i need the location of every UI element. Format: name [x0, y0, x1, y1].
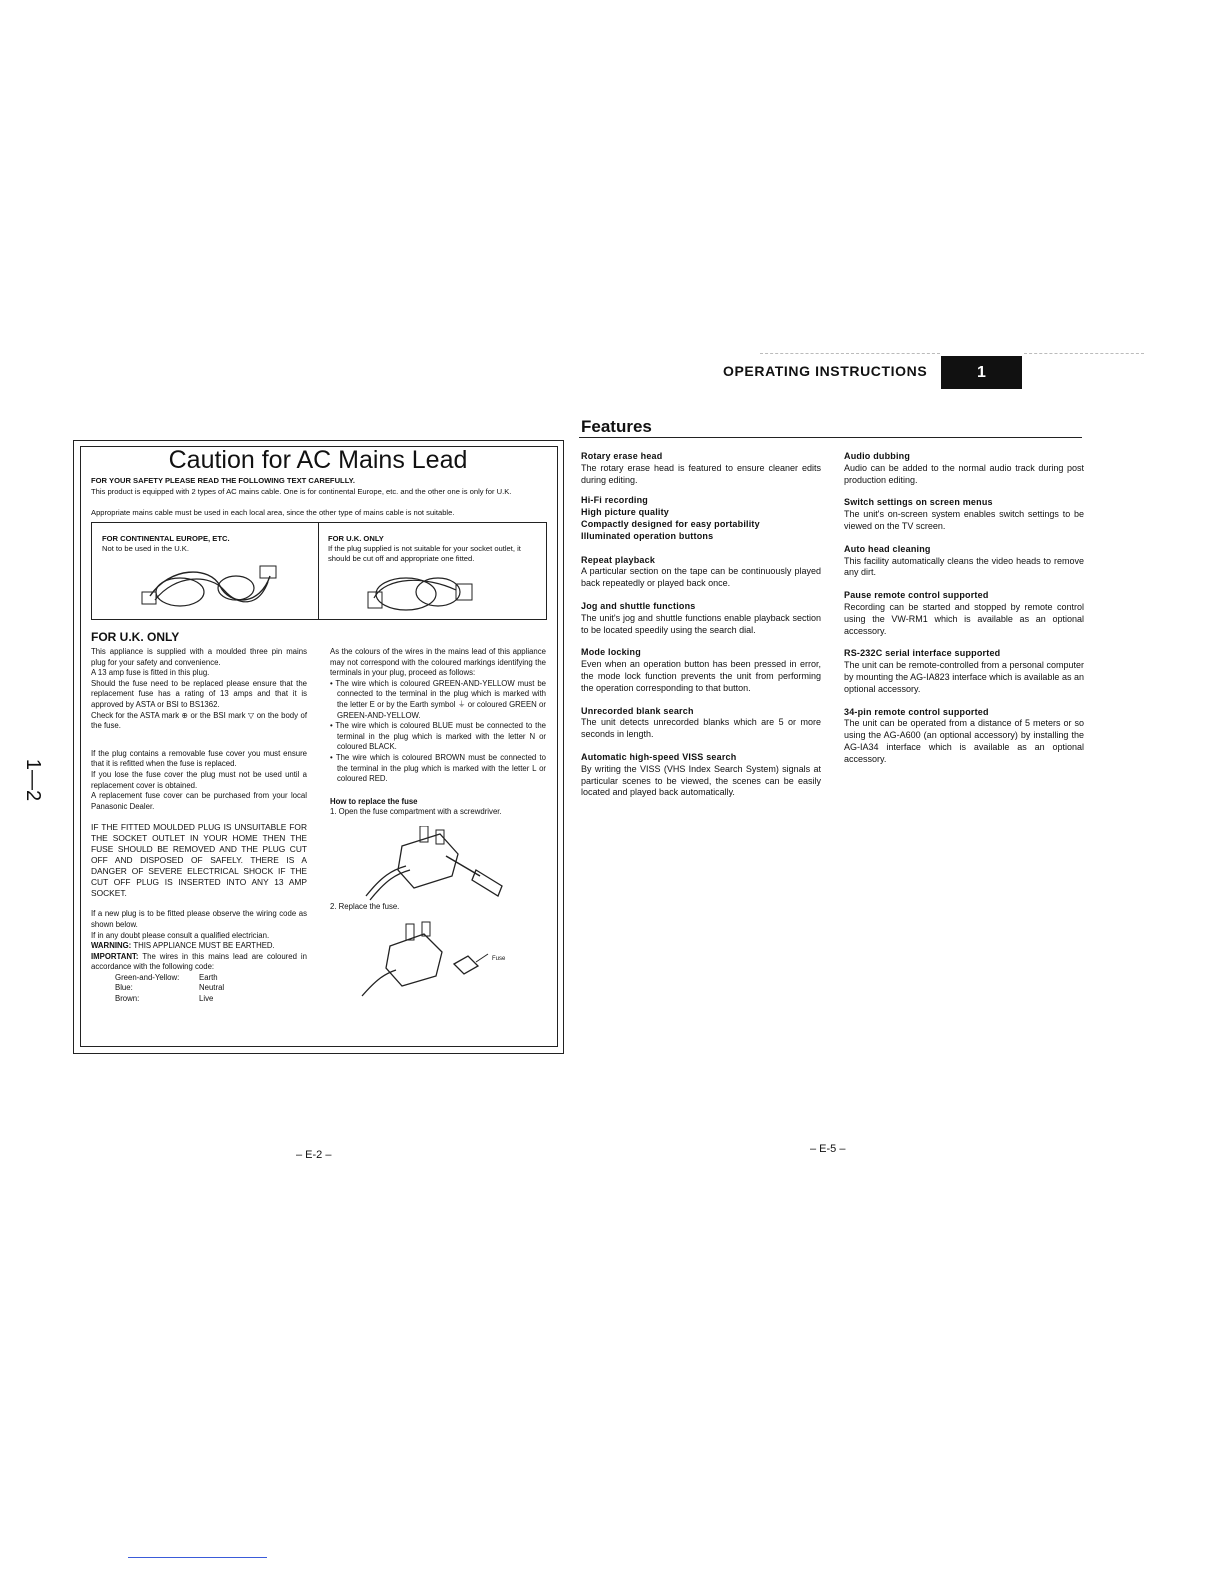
caution-intro-1: This product is equipped with 2 types of AC mains cable. One is for continental Europe, etc. and the other one is only for U.K.	[91, 487, 512, 496]
feature-text: The unit detects unrecorded blanks which are 5 or more seconds in length.	[581, 717, 821, 740]
important-label: IMPORTANT:	[91, 951, 139, 961]
uk-left-p8: If a new plug is to be fitted please observe the wiring code as shown below.	[91, 909, 307, 929]
feature-heading: 34-pin remote control supported	[844, 706, 989, 717]
feature-heading: Pause remote control supported	[844, 590, 989, 601]
feature-text: By writing the VISS (VHS Index Search System) signals at particular scenes to be viewed, the scenes can be easily located and played back automatically.	[581, 763, 821, 798]
header-rule-left	[760, 353, 940, 354]
warning-label: WARNING:	[91, 941, 132, 951]
feature-item	[581, 601, 821, 636]
feature-item	[581, 495, 821, 542]
feature-item	[844, 497, 1084, 532]
replace-fuse-illustration	[360, 920, 500, 1000]
feature-heading: Auto head cleaning	[844, 543, 931, 554]
feature-item	[844, 590, 1084, 637]
side-page-mark: 1—2	[22, 758, 44, 802]
uk-left-p6: If you lose the fuse cover the plug must not be used until a replacement cover is obtained.	[91, 769, 307, 790]
right-page-number: – E-5 –	[810, 1143, 846, 1155]
section-number-badge: 1	[941, 356, 1022, 389]
code-meaning: Earth	[199, 972, 218, 982]
code-colour: Green-and-Yellow:	[115, 972, 180, 982]
wiring-code-row	[115, 994, 224, 1005]
wire-bullet-list	[330, 679, 546, 785]
wire-bullet: • The wire which is coloured GREEN-AND-YELLOW must be connected to the terminal in the plug which is marked with the letter E or by the Earth symbol ⏚ or coloured GREEN or GREEN-AND-YELLOW.	[330, 678, 546, 720]
features-rule	[579, 437, 1082, 438]
feature-text: The unit's on-screen system enables switch settings to be viewed on the TV screen.	[844, 509, 1084, 531]
how-to-heading: How to replace the fuse	[330, 796, 418, 806]
uk-left-p5: If the plug contains a removable fuse cover you must ensure that it is refitted when the fuse is replaced.	[91, 748, 307, 769]
uk-left-p3: Should the fuse need to be replaced please ensure that the replacement fuse has a rating of 13 amps and that it is approved by ASTA or BSI to BS1362.	[91, 678, 307, 709]
bottom-link-rule	[128, 1557, 267, 1558]
feature-heading: Automatic high-speed VISS search	[581, 751, 737, 762]
feature-text: Audio can be added to the normal audio track during post production editing.	[844, 462, 1084, 485]
code-meaning: Neutral	[199, 983, 225, 993]
feature-item	[581, 752, 821, 799]
features-right-column	[844, 451, 1084, 777]
uk-section-heading: FOR U.K. ONLY	[91, 630, 180, 644]
uk-left-p2: A 13 amp fuse is fitted in this plug.	[91, 668, 210, 678]
fuse-label: Fuse	[492, 956, 506, 962]
feature-text: A particular section on the tape can be continuously played back repeatedly or played back once.	[581, 566, 821, 589]
feature-heading: Jog and shuttle functions	[581, 600, 696, 611]
wiring-code-table	[115, 973, 224, 1005]
feature-item	[844, 648, 1084, 695]
feature-heading: Switch settings on screen menus	[844, 497, 993, 508]
left-page-number: – E-2 –	[296, 1149, 332, 1161]
uk-box-heading: FOR U.K. ONLY	[328, 534, 384, 543]
feature-heading: Unrecorded blank search	[581, 705, 694, 716]
uk-left-warning-caps: IF THE FITTED MOULDED PLUG IS UNSUITABLE FOR THE SOCKET OUTLET IN YOUR HOME THEN THE FUSE SHOULD BE REMOVED AND THE PLUG CUT OFF AND DISPOSED OF SAFELY. THERE IS A DANGER OF SEVERE ELECTRICAL SHOCK IF THE CUT OFF PLUG IS INSERTED INTO ANY 13 AMP SOCKET.	[91, 822, 307, 899]
uk-right-p1: As the colours of the wires in the mains lead of this appliance may not correspond with the coloured markings identifying the terminals in your plug, proceed as follows:	[330, 647, 546, 678]
uk-left-p9: If in any doubt please consult a qualified electrician.	[91, 930, 270, 940]
section-label: OPERATING INSTRUCTIONS	[723, 363, 928, 379]
fuse-step-2: 2. Replace the fuse.	[330, 902, 400, 911]
important-text: The wires in this mains lead are coloured in accordance with the following code:	[91, 951, 308, 972]
feature-heading: RS-232C serial interface supported	[844, 648, 1001, 659]
screwdriver-plug-illustration	[362, 826, 512, 902]
feature-heading: Mode locking	[581, 647, 641, 658]
features-title: Features	[581, 417, 652, 436]
caution-title: Caution for AC Mains Lead	[168, 446, 468, 474]
feature-item	[844, 544, 1084, 579]
uk-left-important	[91, 952, 307, 973]
safety-heading: FOR YOUR SAFETY PLEASE READ THE FOLLOWING TEXT CAREFULLY.	[91, 476, 355, 485]
wiring-code-row	[115, 983, 224, 994]
table-divider	[318, 523, 319, 619]
feature-item	[844, 707, 1084, 766]
feature-item	[581, 451, 821, 486]
feature-heading: Repeat playback	[581, 554, 656, 565]
feature-item	[844, 451, 1084, 486]
continental-text: Not to be used in the U.K.	[102, 544, 189, 553]
fuse-step-1: 1. Open the fuse compartment with a screwdriver.	[330, 807, 502, 817]
caution-intro-2: Appropriate mains cable must be used in each local area, since the other type of mains cable is not suitable.	[91, 508, 455, 517]
feature-item	[581, 555, 821, 590]
code-meaning: Live	[199, 994, 214, 1004]
code-colour: Blue:	[115, 983, 133, 993]
feature-heading: Hi-Fi recording High picture quality Compactly designed for easy portability Illuminated operation buttons	[581, 495, 760, 541]
uk-left-p7: A replacement fuse cover can be purchased from your local Panasonic Dealer.	[91, 791, 307, 811]
feature-text: The unit's jog and shuttle functions enable playback section to be located speedily using the search dial.	[581, 612, 821, 635]
uk-cable-illustration	[366, 570, 476, 616]
uk-left-column	[91, 647, 307, 1005]
feature-text: The unit can be operated from a distance of 5 meters or so using the AG-A600 (an optional accessory) by installing the AG-IA34 interface which is available as an optional accessory.	[844, 718, 1084, 764]
code-colour: Brown:	[115, 994, 140, 1004]
wire-bullet: • The wire which is coloured BROWN must be connected to the terminal in the plug which is marked with the letter L or coloured RED.	[330, 752, 546, 784]
feature-text: This facility automatically cleans the video heads to remove any dirt.	[844, 555, 1084, 578]
feature-text: Even when an operation button has been pressed in error, the mode lock function prevents the unit from performing the operation corresponding to that button.	[581, 659, 821, 693]
uk-right-column	[330, 647, 546, 818]
uk-left-p4: Check for the ASTA mark ⊕ or the BSI mark ▽ on the body of the fuse.	[91, 710, 307, 731]
wiring-code-row	[115, 973, 224, 984]
feature-text: The rotary erase head is featured to ensure cleaner edits during editing.	[581, 462, 821, 485]
uk-box-text: If the plug supplied is not suitable for your socket outlet, it should be cut off and appropriate one fitted.	[328, 544, 521, 564]
wire-bullet: • The wire which is coloured BLUE must be connected to the terminal in the plug which is marked with the letter N or coloured BLACK.	[330, 721, 546, 752]
feature-heading: Audio dubbing	[844, 451, 911, 461]
feature-item	[581, 647, 821, 694]
header-rule-right	[1024, 353, 1144, 354]
continental-cable-illustration	[140, 556, 280, 614]
uk-left-p1: This appliance is supplied with a moulded three pin mains plug for your safety and convenience.	[91, 647, 307, 667]
feature-heading: Rotary erase head	[581, 451, 663, 461]
feature-text: Recording can be started and stopped by remote control using the VW-RM1 which is available as an optional accessory.	[844, 601, 1084, 636]
feature-item	[581, 706, 821, 741]
uk-left-warning	[91, 941, 307, 952]
features-left-column	[581, 451, 821, 810]
warning-text: THIS APPLIANCE MUST BE EARTHED.	[133, 941, 275, 951]
continental-heading: FOR CONTINENTAL EUROPE, ETC.	[102, 534, 230, 543]
feature-text: The unit can be remote-controlled from a personal computer by mounting the AG-IA823 interface which is available as an optional accessory.	[844, 660, 1084, 694]
